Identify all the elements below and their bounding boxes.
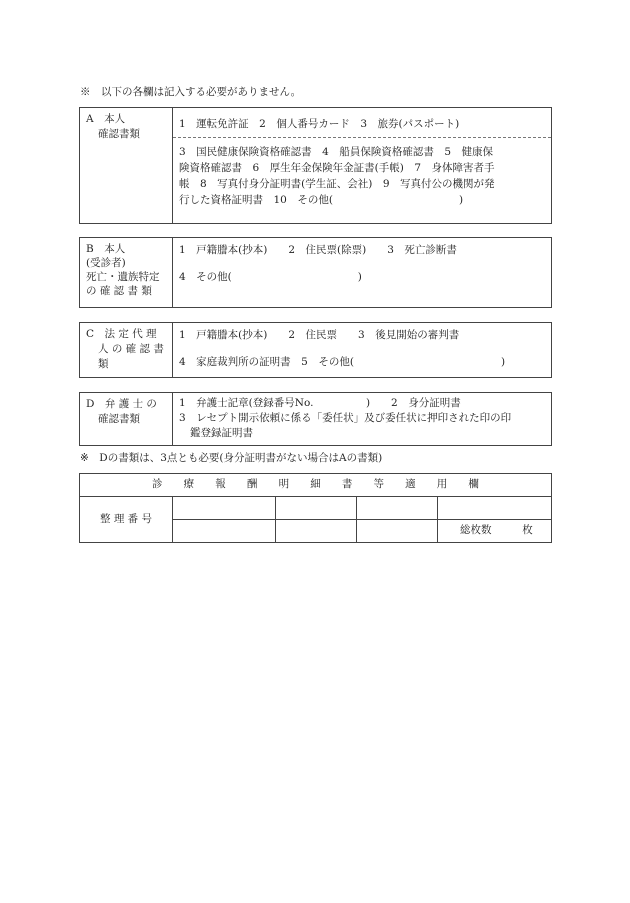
section-a-row2 [179,144,546,208]
section-b-label-line: (受診者) [86,257,126,269]
section-c-label-line: 類 [98,358,109,370]
seiri-cell [357,520,438,543]
total-count-cell [438,520,552,543]
seiri-cell [357,497,438,520]
section-d-label [80,393,173,446]
header-char: 用 [436,478,448,491]
section-b-table [79,237,552,308]
section-a-label [80,108,173,224]
header-char: 欄 [468,478,479,491]
section-b-label-line: B 本人 [86,243,126,255]
section-d-table [79,392,552,446]
section-a-row2-line: 険資格確認書 6 厚生年金保険年金証書(手帳) 7 身体障害者手 [179,162,495,175]
row-label-text: 整 理 番 号 [99,512,152,525]
section-b-label-line: の 確 認 書 類 [86,285,152,297]
section-d-row2-line: 3 レセプト開示依頼に係る「委任状」及び委任状に押印された印の印 [179,412,512,424]
section-d-row2-line: 鑑登録証明書 [190,427,253,439]
section-c-table [79,322,552,378]
admin-table-header [80,474,552,497]
header-char: 細 [310,478,321,491]
seiri-cell [173,520,276,543]
header-char: 明 [278,478,290,491]
section-a-row2-line: 3 国民健康保険資格確認書 4 船員保険資格確認書 5 健康保 [179,146,494,159]
section-c-label [80,323,173,378]
note-top: ※ 以下の各欄は記入する必要がありません。 [80,86,302,98]
seiri-cell [438,497,552,520]
section-c-row2: 4 家庭裁判所の証明書 5 その他( ) [179,356,506,369]
section-d-content [173,393,552,446]
total-count-label: 総枚数 [460,524,492,537]
header-char: 報 [215,478,226,491]
row-label-seiri-bango [80,497,173,543]
section-a-row1: 1 運転免許証 2 個人番号カード 3 旅券(パスポート) [179,118,460,130]
seiri-cell [173,497,276,520]
header-char: 診 [152,478,163,491]
seiri-cell [276,520,357,543]
header-char: 療 [183,478,195,491]
section-b-row1: 1 戸籍謄本(抄本) 2 住民票(除票) 3 死亡診断書 [179,244,457,256]
section-a-table [79,107,552,224]
section-a-row2-line: 行した資格証明書 10 その他( ) [179,194,464,207]
section-d-row1: 1 弁護士記章(登録番号No. ) 2 身分証明書 [179,397,461,409]
section-b-content [173,238,552,308]
header-char: 適 [405,478,416,491]
section-d-label-line: D 弁 護 士 の [86,398,157,410]
section-a-row2-line: 帳 8 写真付身分証明書(学生証、会社) 9 写真付公の機関が発 [179,178,495,191]
section-a-label-line: A 本人 [86,113,126,125]
section-b-row2: 4 その他( ) [179,271,362,284]
section-a-label-line: 確認書類 [98,128,140,141]
section-a-content [173,108,552,224]
section-d-label-line: 確認書類 [98,413,140,425]
section-c-label-line: C 法 定 代 理 [86,328,157,340]
section-c-row1: 1 戸籍謄本(抄本) 2 住民票 3 後見開始の審判書 [179,329,460,341]
seiri-cell [276,497,357,520]
section-b-label [80,238,173,308]
section-c-content [173,323,552,378]
total-count-unit: 枚 [522,524,533,537]
header-char: 等 [373,478,384,491]
section-a-dashed-divider [173,137,551,138]
section-c-label-line: 人 の 確 認 書 [98,343,164,355]
header-char: 書 [341,478,353,491]
admin-table [79,473,552,543]
header-char: 酬 [246,478,258,491]
section-b-label-line: 死亡・遺族特定 [86,271,160,283]
note-d-documents: ※ Dの書類は、3点とも必要(身分証明書がない場合はAの書類) [80,452,383,464]
